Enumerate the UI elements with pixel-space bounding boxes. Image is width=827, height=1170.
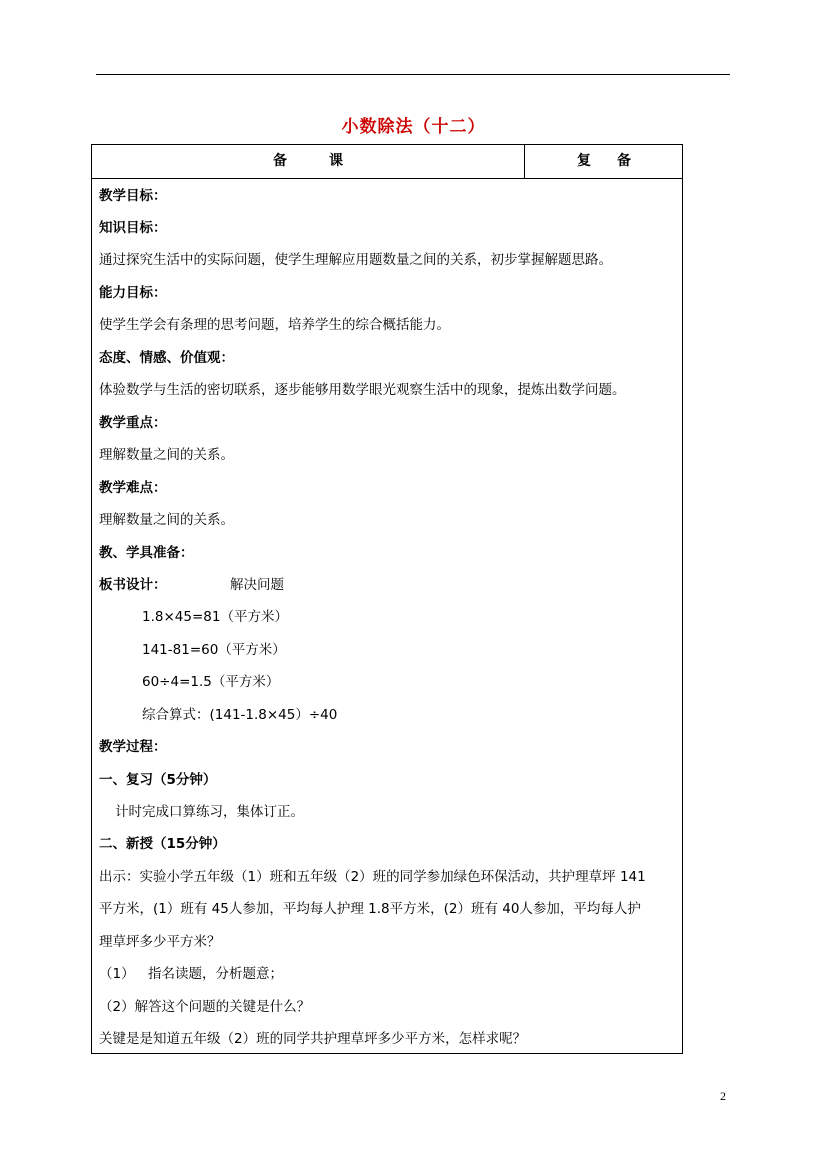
formula-combined: 综合算式：(141-1.8×45）÷40 <box>142 707 338 723</box>
label-materials: 教、学具准备： <box>99 545 194 561</box>
header-prep-char-1: 备 <box>273 153 287 169</box>
problem-line-2: 平方米，(1）班有 45人参加，平均每人护理 1.8平方米，(2）班有 40人参加，平均每人护 <box>99 901 641 917</box>
label-teaching-goals: 教学目标： <box>99 188 167 204</box>
formula-1: 1.8×45=81（平方米） <box>142 609 288 625</box>
text-review: 计时完成口算练习，集体订正。 <box>115 804 304 820</box>
lesson-table <box>91 144 683 1054</box>
label-board-design: 板书设计： <box>99 577 167 593</box>
step-1-text: 指名读题，分析题意； <box>148 966 283 982</box>
label-process: 教学过程： <box>99 739 167 755</box>
label-knowledge-goals: 知识目标： <box>99 220 167 236</box>
label-key-points: 教学重点： <box>99 415 167 431</box>
label-attitude: 态度、情感、价值观： <box>99 350 234 366</box>
text-board-title: 解决问题 <box>230 577 284 593</box>
header-prep-char-2: 课 <box>329 153 343 169</box>
label-difficulties: 教学难点： <box>99 480 167 496</box>
label-ability-goals: 能力目标： <box>99 285 167 301</box>
text-attitude: 体验数学与生活的密切联系，逐步能够用数学眼光观察生活中的现象，提炼出数学问题。 <box>99 382 626 398</box>
text-knowledge-goals: 通过探究生活中的实际问题，使学生理解应用题数量之间的关系，初步掌握解题思路。 <box>99 252 612 268</box>
header-rule <box>96 74 730 75</box>
section-new: 二、新授（15分钟） <box>99 836 226 852</box>
header-review-char-2: 备 <box>617 153 631 169</box>
formula-2: 141-81=60（平方米） <box>142 642 286 658</box>
page-number: 2 <box>720 1089 726 1103</box>
header-review-char-1: 复 <box>577 153 591 169</box>
step-2-answer: 关键是是知道五年级（2）班的同学共护理草坪多少平方米，怎样求呢？ <box>99 1031 527 1047</box>
header-review <box>525 145 683 178</box>
step-2-text: （2）解答这个问题的关键是什么？ <box>99 999 311 1015</box>
problem-line-3: 理草坪多少平方米？ <box>99 934 221 950</box>
page-title: 小数除法（十二） <box>341 117 486 137</box>
table-header-row <box>92 145 682 179</box>
text-key-points: 理解数量之间的关系。 <box>99 447 234 463</box>
step-1-number: （1） <box>99 966 135 982</box>
text-ability-goals: 使学生学会有条理的思考问题，培养学生的综合概括能力。 <box>99 317 450 333</box>
formula-3: 60÷4=1.5（平方米） <box>142 674 280 690</box>
header-prep <box>92 145 524 178</box>
problem-line-1: 出示：实验小学五年级（1）班和五年级（2）班的同学参加绿色环保活动，共护理草坪 141 <box>99 869 646 885</box>
section-review: 一、复习（5分钟） <box>99 772 217 788</box>
text-difficulties: 理解数量之间的关系。 <box>99 512 234 528</box>
